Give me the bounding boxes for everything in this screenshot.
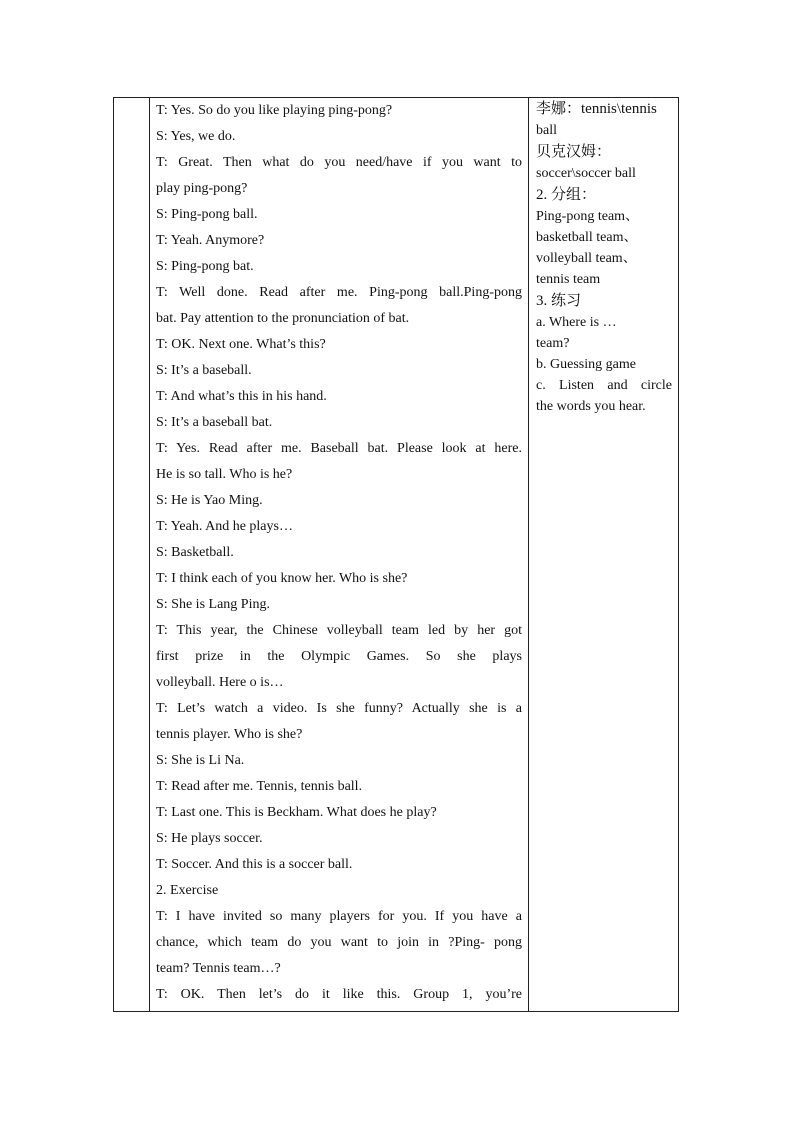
dialogue-line: S: Ping-pong bat. [156, 259, 254, 274]
dialogue-line: T: Great. Then what do you need/have if you want to [156, 155, 522, 170]
note-line: tennis team [536, 272, 601, 287]
note-line: basketball team、 [536, 230, 638, 245]
dialogue-line: S: Basketball. [156, 545, 234, 560]
dialogue-line: S: Yes, we do. [156, 129, 236, 144]
dialogue-line: T: Read after me. Tennis, tennis ball. [156, 779, 363, 794]
dialogue-column [156, 98, 522, 1008]
dialogue-line: S: It’s a baseball. [156, 363, 252, 378]
dialogue-line: 2. Exercise [156, 883, 219, 898]
note-line: Ping-pong team、 [536, 209, 640, 224]
lesson-table [113, 97, 679, 1012]
dialogue-line: chance, which team do you want to join in ?Ping- pong [156, 935, 522, 950]
dialogue-line: T: I think each of you know her. Who is she? [156, 571, 408, 586]
dialogue-line: first prize in the Olympic Games. So she plays [156, 649, 522, 664]
dialogue-line: T: Yeah. Anymore? [156, 233, 265, 248]
dialogue-line: S: Ping-pong ball. [156, 207, 258, 222]
dialogue-line: S: She is Lang Ping. [156, 597, 270, 612]
dialogue-line: team? Tennis team…? [156, 961, 281, 976]
dialogue-line: volleyball. Here o is… [156, 675, 284, 690]
note-line: 3. 练习 [536, 293, 582, 309]
note-line: 李娜：tennis\tennis [536, 101, 657, 117]
note-line: the words you hear. [536, 399, 646, 414]
dialogue-line: T: Yes. So do you like playing ping-pong? [156, 103, 393, 118]
dialogue-line: T: OK. Then let’s do it like this. Group 1, you’re [156, 987, 522, 1002]
dialogue-line: S: He is Yao Ming. [156, 493, 263, 508]
dialogue-line: T: Yeah. And he plays… [156, 519, 293, 534]
note-line: 贝克汉姆： [536, 144, 612, 160]
dialogue-line: T: Well done. Read after me. Ping-pong ball.Ping-pong [156, 285, 522, 300]
note-line: c. Listen and circle [536, 378, 672, 393]
dialogue-line: T: Yes. Read after me. Baseball bat. Please look at here. [156, 441, 522, 456]
dialogue-line: bat. Pay attention to the pronunciation of bat. [156, 311, 410, 326]
note-line: team? [536, 336, 570, 351]
dialogue-line: T: And what’s this in his hand. [156, 389, 327, 404]
dialogue-line: T: Last one. This is Beckham. What does he play? [156, 805, 437, 820]
dialogue-line: tennis player. Who is she? [156, 727, 303, 742]
dialogue-line: S: He plays soccer. [156, 831, 263, 846]
note-line: a. Where is … [536, 315, 617, 330]
notes-column [536, 98, 672, 417]
dialogue-line: T: Soccer. And this is a soccer ball. [156, 857, 353, 872]
dialogue-line: He is so tall. Who is he? [156, 467, 293, 482]
note-line: volleyball team、 [536, 251, 637, 266]
note-line: b. Guessing game [536, 357, 636, 372]
dialogue-line: S: She is Li Na. [156, 753, 245, 768]
note-line: ball [536, 123, 557, 138]
dialogue-line: T: This year, the Chinese volleyball team led by her got [156, 623, 522, 638]
dialogue-line: T: OK. Next one. What’s this? [156, 337, 326, 352]
dialogue-line: T: I have invited so many players for you. If you have a [156, 909, 522, 924]
dialogue-line: S: It’s a baseball bat. [156, 415, 273, 430]
dialogue-line: T: Let’s watch a video. Is she funny? Actually she is a [156, 701, 522, 716]
column-divider-right [528, 98, 529, 1011]
dialogue-line: play ping-pong? [156, 181, 248, 196]
note-line: 2. 分组： [536, 187, 597, 203]
note-line: soccer\soccer ball [536, 166, 636, 181]
column-divider-left [149, 98, 150, 1011]
